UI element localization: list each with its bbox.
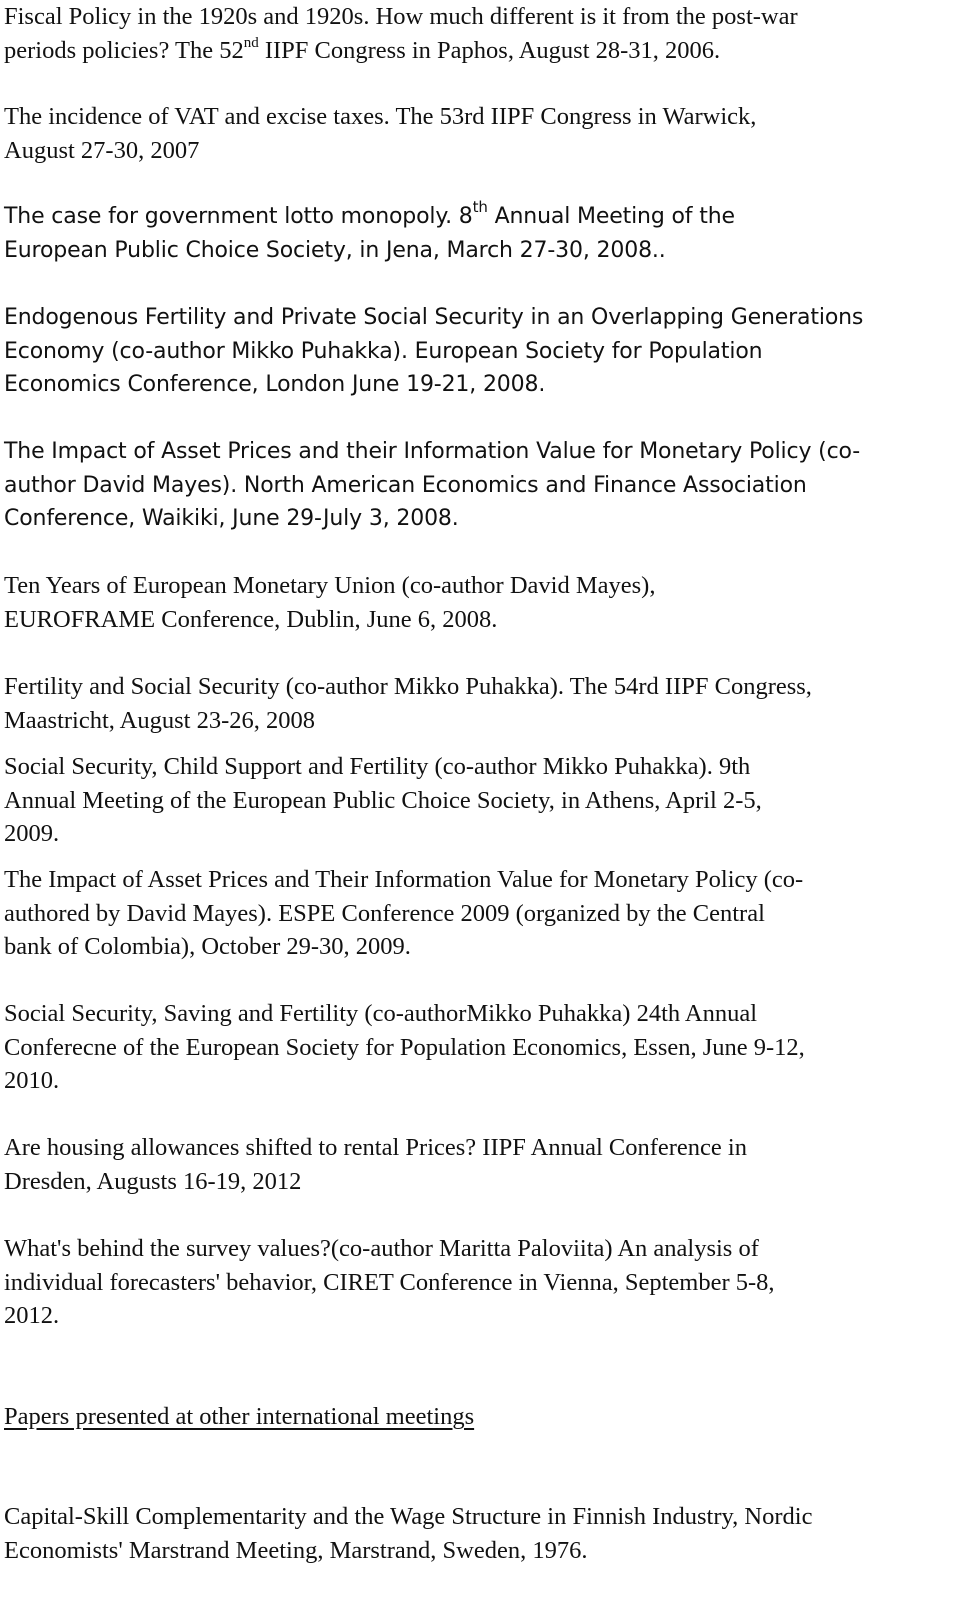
list-item: Endogenous Fertility and Private Social Security in an Overlapping Generations Economy (co-author Mikko Puhakka). European Society for Population Economics Conference, London June 19-21, 2008. (4, 305, 864, 397)
list-item: The incidence of VAT and excise taxes. The 53rd IIPF Congress in Warwick, August 27-30, 2007 (4, 103, 757, 164)
list-item: Capital-Skill Complementarity and the Wage Structure in Finnish Industry, Nordic Economists' Marstrand Meeting, Marstrand, Sweden, 1976. (4, 1503, 813, 1564)
list-item: The Impact of Asset Prices and their Information Value for Monetary Policy (co- author David Mayes). North American Economics and Finance Association Conference, Waikiki, June 29-July 3, 2008. (4, 439, 861, 531)
list-item: Social Security, Child Support and Fertility (co-author Mikko Puhakka). 9th Annual Meeting of the European Public Choice Society, in Athens, April 2-5, 2009. (4, 753, 762, 847)
list-item: Ten Years of European Monetary Union (co-author David Mayes), EUROFRAME Conference, Dublin, June 6, 2008. (4, 572, 656, 633)
list-item: Fiscal Policy in the 1920s and 1920s. How much different is it from the post-war periods policies? The 52nd IIPF Congress in Paphos, August 28-31, 2006. (4, 3, 798, 64)
list-item: Are housing allowances shifted to rental Prices? IIPF Annual Conference in Dresden, Augusts 16-19, 2012 (4, 1134, 747, 1195)
list-item: The Impact of Asset Prices and Their Information Value for Monetary Policy (co- authored by David Mayes). ESPE Conference 2009 (organized by the Central bank of Colombia), October 29-30, 2009. (4, 866, 804, 960)
list-item: The case for government lotto monopoly. 8th Annual Meeting of the European Public Choice Society, in Jena, March 27-30, 2008.. (4, 198, 735, 263)
list-item: Fertility and Social Security (co-author Mikko Puhakka). The 54rd IIPF Congress, Maastricht, August 23-26, 2008 (4, 673, 812, 734)
list-item: What's behind the survey values?(co-author Maritta Paloviita) An analysis of individual forecasters' behavior, CIRET Conference in Vienna, September 5-8, 2012. (4, 1235, 775, 1329)
list-item: Social Security, Saving and Fertility (co-authorMikko Puhakka) 24th Annual Conferecne of the European Society for Population Economics, Essen, June 9-12, 2010. (4, 1000, 805, 1094)
section-heading: Papers presented at other international meetings (4, 1403, 475, 1430)
